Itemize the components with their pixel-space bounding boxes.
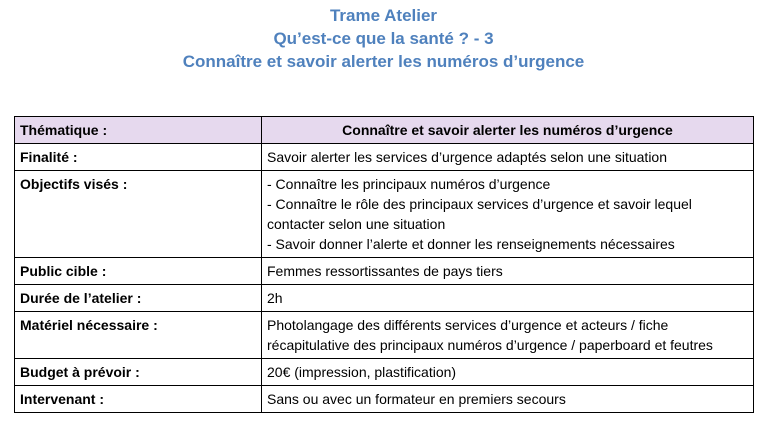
document-header xyxy=(0,4,767,73)
label-thematique: Thématique : xyxy=(15,117,262,144)
objective-item: - Savoir donner l’alerte et donner les renseignements nécessaires xyxy=(267,236,675,252)
row-thematique xyxy=(15,117,754,144)
label-objectifs: Objectifs visés : xyxy=(15,171,262,258)
row-objectifs xyxy=(15,171,754,258)
header-subtitle: Qu’est-ce que la santé ? - 3 xyxy=(273,29,494,48)
value-objectifs xyxy=(262,171,754,258)
header-title: Trame Atelier xyxy=(329,6,438,25)
value-duree: 2h xyxy=(262,285,754,312)
row-finalite xyxy=(15,144,754,171)
workshop-table xyxy=(14,116,754,413)
row-budget xyxy=(15,359,754,386)
value-budget: 20€ (impression, plastification) xyxy=(262,359,754,386)
row-intervenant xyxy=(15,386,754,413)
objective-item: - Connaître les principaux numéros d’urgence xyxy=(267,176,551,192)
value-public: Femmes ressortissantes de pays tiers xyxy=(262,258,754,285)
value-materiel: Photolangage des différents services d’urgence et acteurs / fiche récapitulative des principaux numéros d’urgence / paperboard et feutres xyxy=(262,312,754,359)
value-finalite: Savoir alerter les services d’urgence adaptés selon une situation xyxy=(262,144,754,171)
label-public: Public cible : xyxy=(15,258,262,285)
label-duree: Durée de l’atelier : xyxy=(15,285,262,312)
value-thematique: Connaître et savoir alerter les numéros d’urgence xyxy=(262,117,754,144)
label-materiel: Matériel nécessaire : xyxy=(15,312,262,359)
label-intervenant: Intervenant : xyxy=(15,386,262,413)
label-finalite: Finalité : xyxy=(15,144,262,171)
row-materiel xyxy=(15,312,754,359)
row-duree xyxy=(15,285,754,312)
objective-item: - Connaître le rôle des principaux services d’urgence et savoir lequel contacter selon une situation xyxy=(267,196,692,232)
header-topic: Connaître et savoir alerter les numéros d’urgence xyxy=(182,52,585,71)
label-budget: Budget à prévoir : xyxy=(15,359,262,386)
row-public xyxy=(15,258,754,285)
value-intervenant: Sans ou avec un formateur en premiers secours xyxy=(262,386,754,413)
